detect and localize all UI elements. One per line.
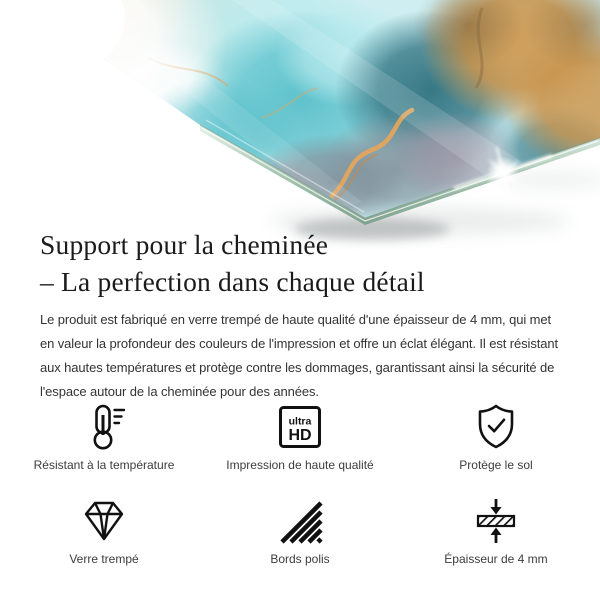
- ultra-hd-icon-text-bottom: HD: [288, 427, 312, 444]
- thermometer-icon: [81, 402, 127, 452]
- polished-edges-icon: [277, 496, 323, 546]
- diamond-icon: [80, 496, 128, 546]
- ultra-hd-icon: [277, 402, 323, 452]
- feature-floor-protection: [398, 402, 594, 472]
- shield-check-icon: [473, 402, 519, 452]
- page-title-line2: – La perfection dans chaque détail: [40, 266, 425, 297]
- glass-panel-illustration: [0, 0, 600, 250]
- product-description-text: Le produit est fabriqué en verre trempé de haute qualité d'une épaisseur de 4 mm, qui met en valeur la profondeur des couleurs de l'impression et offre un éclat élégant. Il est résistant aux hautes températures et protège contre les dommages, garantissant ainsi la sécurité de l'espace autour de la cheminée pour des années.: [40, 312, 558, 399]
- feature-grid: [0, 402, 600, 566]
- feature-label: Résistant à la température: [33, 458, 175, 472]
- feature-print-quality: [202, 402, 398, 472]
- feature-thickness: [398, 496, 594, 566]
- feature-label: Épaisseur de 4 mm: [444, 552, 548, 566]
- feature-temperature: [6, 402, 202, 472]
- page-title-line1: Support pour la cheminée: [40, 229, 329, 260]
- feature-label: Impression de haute qualité: [226, 458, 374, 472]
- ultra-hd-icon-text-top: ultra: [288, 415, 312, 428]
- page-title: [40, 226, 425, 300]
- feature-label: Bords polis: [270, 552, 330, 566]
- feature-tempered-glass: [6, 496, 202, 566]
- feature-label: Verre trempé: [69, 552, 139, 566]
- feature-polished-edges: [202, 496, 398, 566]
- thickness-icon: [473, 496, 519, 546]
- feature-label: Protège le sol: [459, 458, 533, 472]
- product-photo-glass-panel: [0, 0, 600, 250]
